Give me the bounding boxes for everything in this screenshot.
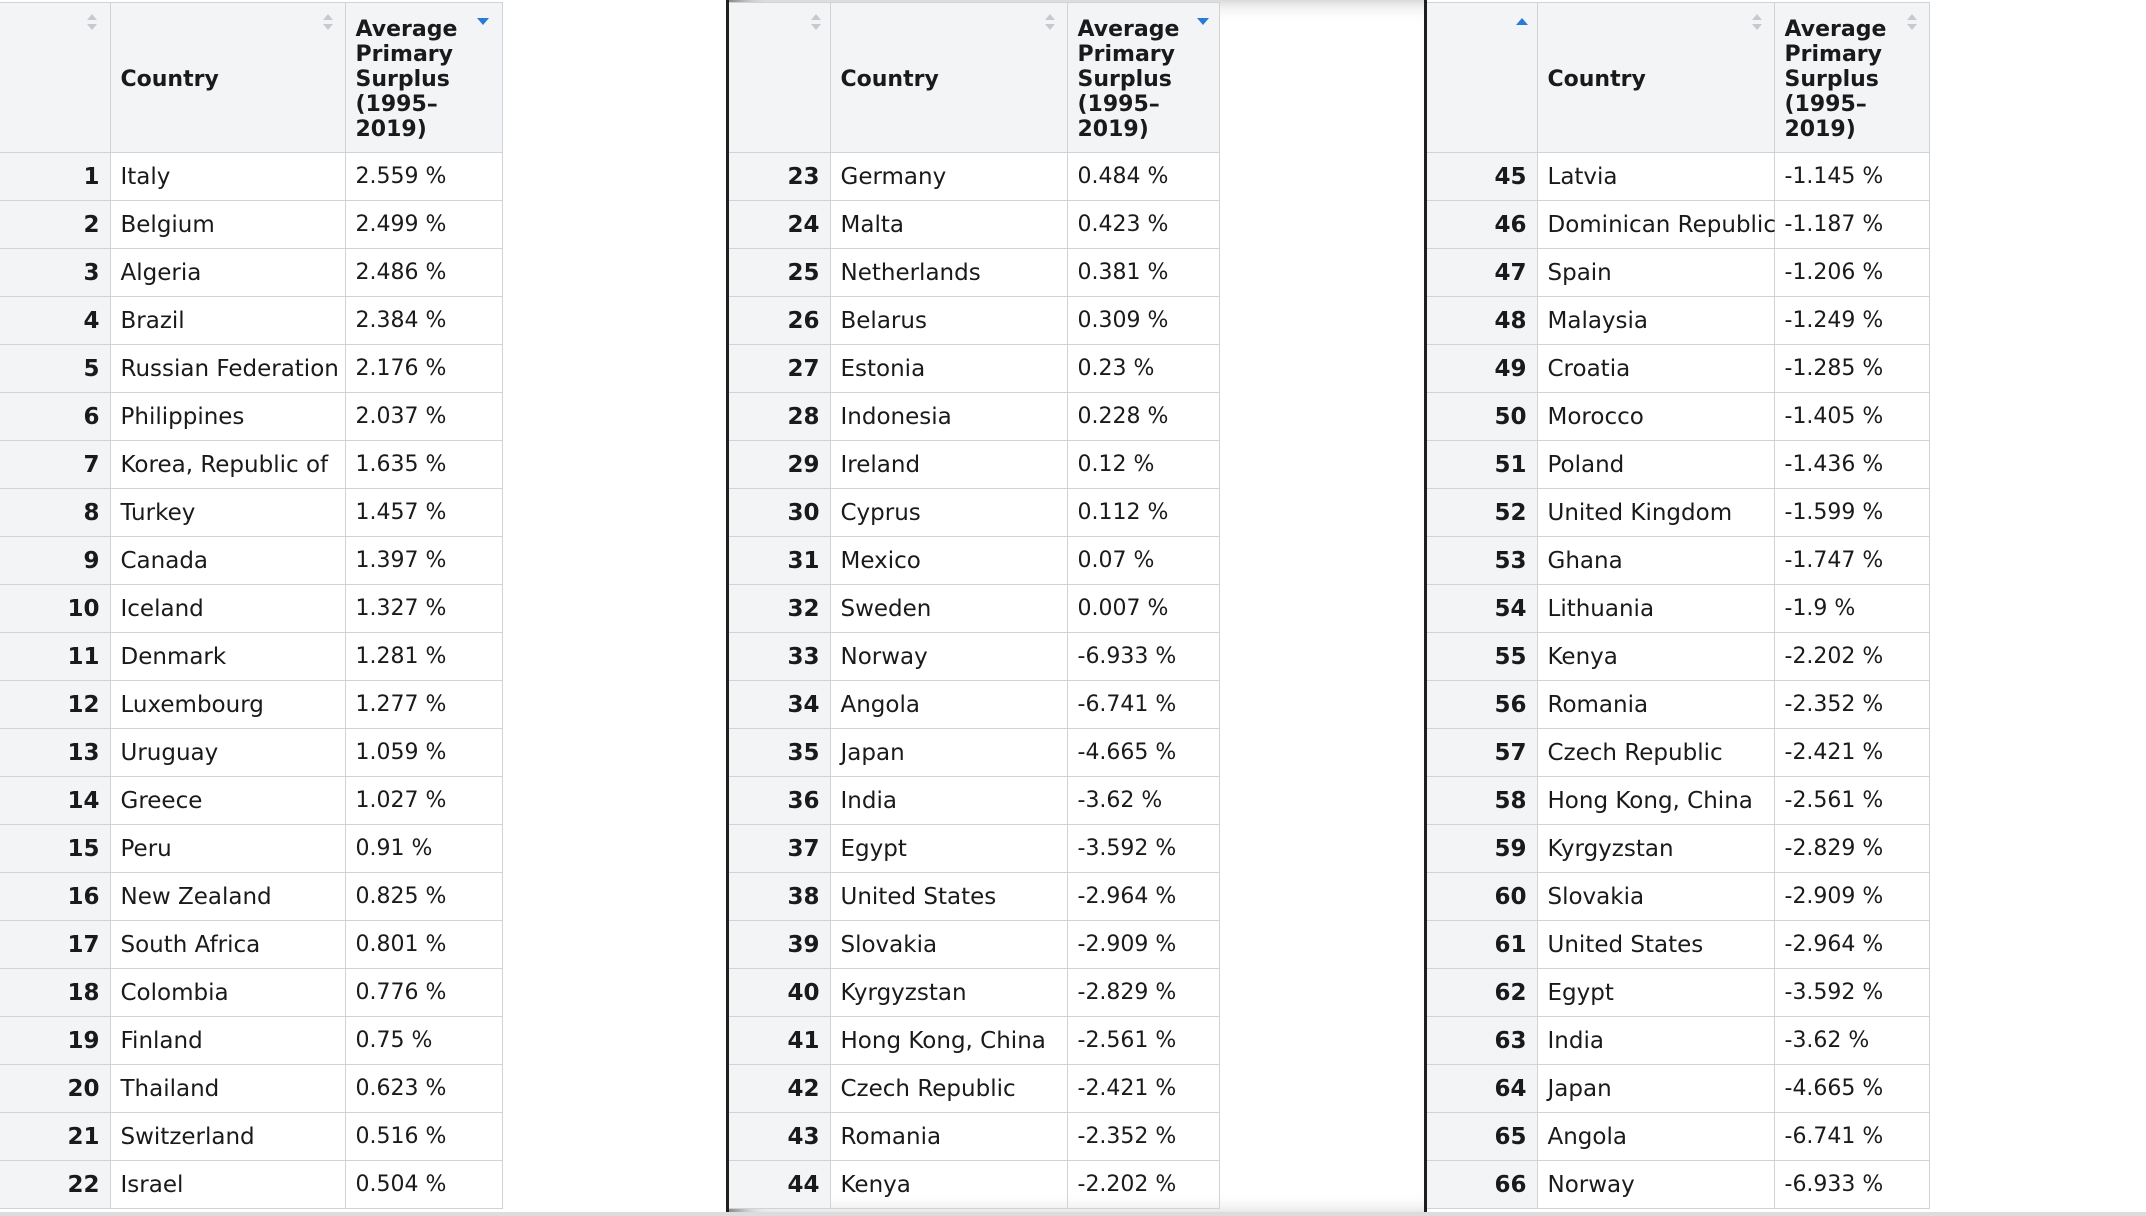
row-number-cell: 30	[729, 489, 830, 537]
row-number-cell: 65	[1427, 1113, 1537, 1161]
country-column-header[interactable]	[830, 3, 1067, 153]
surplus-header-label: Average Primary Surplus (1995–2019)	[1784, 17, 1887, 142]
table-panel-2	[726, 0, 1427, 1216]
country-cell: Uruguay	[110, 729, 345, 777]
table-row[interactable]	[0, 489, 502, 537]
table-row[interactable]	[729, 969, 1219, 1017]
table-row[interactable]	[729, 345, 1219, 393]
row-number-cell: 55	[1427, 633, 1537, 681]
row-number-cell: 16	[0, 873, 110, 921]
table-row[interactable]	[1427, 585, 1929, 633]
table-row[interactable]	[729, 729, 1219, 777]
country-cell: Canada	[110, 537, 345, 585]
table-row[interactable]	[1427, 969, 1929, 1017]
country-cell: Angola	[830, 681, 1067, 729]
country-cell: Lithuania	[1537, 585, 1774, 633]
surplus-header-label: Average Primary Surplus (1995–2019)	[355, 17, 458, 142]
table-row[interactable]	[729, 393, 1219, 441]
country-cell: Angola	[1537, 1113, 1774, 1161]
table-row[interactable]	[0, 537, 502, 585]
surplus-value-cell: -1.436 %	[1774, 441, 1929, 489]
country-cell: Slovakia	[1537, 873, 1774, 921]
country-cell: Russian Federation	[110, 345, 345, 393]
country-cell: Kenya	[830, 1161, 1067, 1209]
surplus-value-cell: -1.9 %	[1774, 585, 1929, 633]
table-row[interactable]	[0, 345, 502, 393]
table-row[interactable]	[1427, 537, 1929, 585]
row-number-cell: 24	[729, 201, 830, 249]
surplus-value-cell: -2.421 %	[1067, 1065, 1219, 1113]
country-header-label: Country	[840, 67, 939, 92]
row-number-cell: 10	[0, 585, 110, 633]
row-number-cell: 1	[0, 153, 110, 201]
table-row[interactable]	[0, 201, 502, 249]
row-number-cell: 17	[0, 921, 110, 969]
data-table	[1427, 2, 1930, 1209]
table-row[interactable]	[0, 249, 502, 297]
table-row[interactable]	[1427, 153, 1929, 201]
surplus-value-cell: 1.457 %	[345, 489, 502, 537]
table-row[interactable]	[1427, 1065, 1929, 1113]
row-number-cell: 33	[729, 633, 830, 681]
table-row[interactable]	[1427, 201, 1929, 249]
country-cell: Korea, Republic of	[110, 441, 345, 489]
table-row[interactable]	[1427, 873, 1929, 921]
table-row[interactable]	[729, 1161, 1219, 1209]
sort-desc-icon[interactable]	[476, 11, 490, 33]
table-panel-1	[0, 0, 726, 1216]
table-row[interactable]	[1427, 441, 1929, 489]
surplus-value-cell: -3.592 %	[1774, 969, 1929, 1017]
country-cell: Poland	[1537, 441, 1774, 489]
surplus-column-header[interactable]	[1067, 3, 1219, 153]
country-cell: Germany	[830, 153, 1067, 201]
row-number-cell: 42	[729, 1065, 830, 1113]
surplus-value-cell: 0.309 %	[1067, 297, 1219, 345]
row-number-cell: 20	[0, 1065, 110, 1113]
row-number-cell: 50	[1427, 393, 1537, 441]
surplus-column-header[interactable]	[345, 3, 502, 153]
row-number-cell: 5	[0, 345, 110, 393]
country-cell: Indonesia	[830, 393, 1067, 441]
country-cell: Morocco	[1537, 393, 1774, 441]
row-number-cell: 51	[1427, 441, 1537, 489]
surplus-value-cell: -2.561 %	[1067, 1017, 1219, 1065]
country-cell: Ireland	[830, 441, 1067, 489]
row-number-cell: 26	[729, 297, 830, 345]
surplus-value-cell: 1.635 %	[345, 441, 502, 489]
table-row[interactable]	[729, 297, 1219, 345]
surplus-value-cell: 2.384 %	[345, 297, 502, 345]
row-number-cell: 21	[0, 1113, 110, 1161]
row-number-cell: 63	[1427, 1017, 1537, 1065]
country-cell: Egypt	[1537, 969, 1774, 1017]
country-cell: Turkey	[110, 489, 345, 537]
country-cell: Hong Kong, China	[1537, 777, 1774, 825]
country-cell: Belgium	[110, 201, 345, 249]
surplus-value-cell: -2.964 %	[1774, 921, 1929, 969]
table-row[interactable]	[729, 489, 1219, 537]
table-row[interactable]	[1427, 633, 1929, 681]
sort-icon[interactable]	[1750, 11, 1764, 33]
country-cell: Kenya	[1537, 633, 1774, 681]
table-row[interactable]	[729, 873, 1219, 921]
table-row[interactable]	[729, 1065, 1219, 1113]
row-number-cell: 27	[729, 345, 830, 393]
country-cell: Belarus	[830, 297, 1067, 345]
row-number-cell: 31	[729, 537, 830, 585]
table-row[interactable]	[0, 633, 502, 681]
table-row[interactable]	[0, 873, 502, 921]
surplus-value-cell: -1.599 %	[1774, 489, 1929, 537]
country-cell: Thailand	[110, 1065, 345, 1113]
surplus-value-cell: -4.665 %	[1774, 1065, 1929, 1113]
table-row[interactable]	[0, 825, 502, 873]
table-row[interactable]	[0, 585, 502, 633]
data-table	[729, 2, 1220, 1209]
country-cell: India	[1537, 1017, 1774, 1065]
row-number-cell: 46	[1427, 201, 1537, 249]
country-cell: Egypt	[830, 825, 1067, 873]
row-number-cell: 43	[729, 1113, 830, 1161]
table-row[interactable]	[1427, 249, 1929, 297]
table-row[interactable]	[0, 1113, 502, 1161]
row-number-cell: 58	[1427, 777, 1537, 825]
country-cell: Hong Kong, China	[830, 1017, 1067, 1065]
country-cell: Romania	[830, 1113, 1067, 1161]
table-panel-3	[1424, 0, 2146, 1216]
surplus-value-cell: 0.516 %	[345, 1113, 502, 1161]
country-cell: Japan	[830, 729, 1067, 777]
country-cell: United States	[1537, 921, 1774, 969]
row-number-cell: 23	[729, 153, 830, 201]
country-cell: South Africa	[110, 921, 345, 969]
table-row[interactable]	[0, 441, 502, 489]
country-cell: Spain	[1537, 249, 1774, 297]
table-row[interactable]	[0, 777, 502, 825]
row-number-cell: 13	[0, 729, 110, 777]
row-number-cell: 29	[729, 441, 830, 489]
surplus-value-cell: 0.007 %	[1067, 585, 1219, 633]
table-row[interactable]	[729, 825, 1219, 873]
table-row[interactable]	[729, 585, 1219, 633]
country-cell: Dominican Republic	[1537, 201, 1774, 249]
index-column-header[interactable]	[0, 3, 110, 153]
surplus-column-header[interactable]	[1774, 3, 1929, 153]
surplus-value-cell: -2.352 %	[1067, 1113, 1219, 1161]
country-cell: Japan	[1537, 1065, 1774, 1113]
row-number-cell: 53	[1427, 537, 1537, 585]
table-row[interactable]	[0, 1161, 502, 1209]
surplus-header-label: Average Primary Surplus (1995–2019)	[1077, 17, 1180, 142]
table-row[interactable]	[1427, 1161, 1929, 1209]
country-cell: Brazil	[110, 297, 345, 345]
surplus-value-cell: -6.741 %	[1774, 1113, 1929, 1161]
table-row[interactable]	[1427, 489, 1929, 537]
country-cell: India	[830, 777, 1067, 825]
table-row[interactable]	[0, 1065, 502, 1113]
row-number-cell: 45	[1427, 153, 1537, 201]
sort-icon[interactable]	[1043, 11, 1057, 33]
row-number-cell: 60	[1427, 873, 1537, 921]
country-cell: Greece	[110, 777, 345, 825]
country-cell: Czech Republic	[1537, 729, 1774, 777]
surplus-value-cell: 2.486 %	[345, 249, 502, 297]
surplus-value-cell: 1.327 %	[345, 585, 502, 633]
sort-asc-icon[interactable]	[1515, 11, 1529, 33]
surplus-value-cell: -1.249 %	[1774, 297, 1929, 345]
country-cell: Mexico	[830, 537, 1067, 585]
surplus-value-cell: 2.499 %	[345, 201, 502, 249]
surplus-value-cell: 0.423 %	[1067, 201, 1219, 249]
country-header-label: Country	[1547, 67, 1646, 92]
surplus-value-cell: -2.202 %	[1067, 1161, 1219, 1209]
index-column-header[interactable]	[729, 3, 830, 153]
table-row[interactable]	[0, 1017, 502, 1065]
row-number-cell: 64	[1427, 1065, 1537, 1113]
table-row[interactable]	[1427, 681, 1929, 729]
row-number-cell: 62	[1427, 969, 1537, 1017]
surplus-value-cell: 2.176 %	[345, 345, 502, 393]
row-number-cell: 15	[0, 825, 110, 873]
row-number-cell: 49	[1427, 345, 1537, 393]
row-number-cell: 8	[0, 489, 110, 537]
country-column-header[interactable]	[110, 3, 345, 153]
country-cell: New Zealand	[110, 873, 345, 921]
country-cell: Czech Republic	[830, 1065, 1067, 1113]
row-number-cell: 19	[0, 1017, 110, 1065]
row-number-cell: 3	[0, 249, 110, 297]
table-row[interactable]	[1427, 345, 1929, 393]
table-row[interactable]	[729, 633, 1219, 681]
table-row[interactable]	[729, 201, 1219, 249]
row-number-cell: 48	[1427, 297, 1537, 345]
table-row[interactable]	[1427, 777, 1929, 825]
surplus-value-cell: 1.397 %	[345, 537, 502, 585]
table-row[interactable]	[729, 537, 1219, 585]
country-cell: Ghana	[1537, 537, 1774, 585]
surplus-value-cell: -2.561 %	[1774, 777, 1929, 825]
surplus-value-cell: -1.206 %	[1774, 249, 1929, 297]
surplus-value-cell: -4.665 %	[1067, 729, 1219, 777]
table-row[interactable]	[0, 153, 502, 201]
country-cell: Norway	[830, 633, 1067, 681]
country-cell: Algeria	[110, 249, 345, 297]
table-row[interactable]	[1427, 1113, 1929, 1161]
table-row[interactable]	[0, 297, 502, 345]
surplus-value-cell: -2.829 %	[1774, 825, 1929, 873]
surplus-value-cell: 1.059 %	[345, 729, 502, 777]
row-number-cell: 36	[729, 777, 830, 825]
country-cell: Peru	[110, 825, 345, 873]
surplus-value-cell: -1.145 %	[1774, 153, 1929, 201]
sort-icon[interactable]	[1905, 11, 1919, 33]
country-cell: Switzerland	[110, 1113, 345, 1161]
table-row[interactable]	[1427, 825, 1929, 873]
table-row[interactable]	[729, 681, 1219, 729]
surplus-value-cell: 2.037 %	[345, 393, 502, 441]
table-row[interactable]	[729, 153, 1219, 201]
surplus-value-cell: 0.381 %	[1067, 249, 1219, 297]
country-cell: Denmark	[110, 633, 345, 681]
country-cell: Romania	[1537, 681, 1774, 729]
surplus-value-cell: -3.62 %	[1774, 1017, 1929, 1065]
sort-desc-icon[interactable]	[1196, 11, 1210, 33]
country-cell: United States	[830, 873, 1067, 921]
surplus-value-cell: 0.801 %	[345, 921, 502, 969]
surplus-value-cell: 1.277 %	[345, 681, 502, 729]
surplus-value-cell: 1.281 %	[345, 633, 502, 681]
row-number-cell: 54	[1427, 585, 1537, 633]
row-number-cell: 56	[1427, 681, 1537, 729]
table-row[interactable]	[729, 921, 1219, 969]
horizontal-scrollbar-track[interactable]	[0, 1212, 2146, 1216]
country-cell: Norway	[1537, 1161, 1774, 1209]
country-cell: Kyrgyzstan	[1537, 825, 1774, 873]
sort-icon[interactable]	[321, 11, 335, 33]
row-number-cell: 2	[0, 201, 110, 249]
surplus-value-cell: -6.933 %	[1774, 1161, 1929, 1209]
table-row[interactable]	[729, 777, 1219, 825]
surplus-value-cell: -6.933 %	[1067, 633, 1219, 681]
surplus-value-cell: 0.776 %	[345, 969, 502, 1017]
sort-icon[interactable]	[809, 11, 823, 33]
table-row[interactable]	[729, 249, 1219, 297]
row-number-cell: 44	[729, 1161, 830, 1209]
country-column-header[interactable]	[1537, 3, 1774, 153]
row-number-cell: 38	[729, 873, 830, 921]
country-cell: Cyprus	[830, 489, 1067, 537]
country-cell: Italy	[110, 153, 345, 201]
surplus-value-cell: 0.112 %	[1067, 489, 1219, 537]
surplus-value-cell: -2.909 %	[1067, 921, 1219, 969]
row-number-cell: 4	[0, 297, 110, 345]
row-number-cell: 66	[1427, 1161, 1537, 1209]
surplus-value-cell: -1.187 %	[1774, 201, 1929, 249]
country-cell: Philippines	[110, 393, 345, 441]
row-number-cell: 9	[0, 537, 110, 585]
surplus-value-cell: 2.559 %	[345, 153, 502, 201]
surplus-value-cell: 0.504 %	[345, 1161, 502, 1209]
surplus-value-cell: 0.91 %	[345, 825, 502, 873]
country-cell: Iceland	[110, 585, 345, 633]
header-row	[1427, 3, 1929, 153]
country-cell: Luxembourg	[110, 681, 345, 729]
table-row[interactable]	[0, 921, 502, 969]
surplus-value-cell: -3.592 %	[1067, 825, 1219, 873]
table-row[interactable]	[0, 969, 502, 1017]
surplus-value-cell: 0.23 %	[1067, 345, 1219, 393]
country-cell: Croatia	[1537, 345, 1774, 393]
country-cell: Latvia	[1537, 153, 1774, 201]
country-cell: Malta	[830, 201, 1067, 249]
surplus-value-cell: -1.285 %	[1774, 345, 1929, 393]
surplus-value-cell: -3.62 %	[1067, 777, 1219, 825]
row-number-cell: 52	[1427, 489, 1537, 537]
table-row[interactable]	[0, 729, 502, 777]
surplus-value-cell: -2.829 %	[1067, 969, 1219, 1017]
row-number-cell: 32	[729, 585, 830, 633]
country-cell: Slovakia	[830, 921, 1067, 969]
country-cell: Finland	[110, 1017, 345, 1065]
row-number-cell: 28	[729, 393, 830, 441]
row-number-cell: 6	[0, 393, 110, 441]
surplus-value-cell: -2.909 %	[1774, 873, 1929, 921]
header-row	[729, 3, 1219, 153]
table-row[interactable]	[729, 441, 1219, 489]
surplus-value-cell: -6.741 %	[1067, 681, 1219, 729]
surplus-value-cell: -1.747 %	[1774, 537, 1929, 585]
row-number-cell: 12	[0, 681, 110, 729]
surplus-value-cell: -2.964 %	[1067, 873, 1219, 921]
row-number-cell: 34	[729, 681, 830, 729]
table-row[interactable]	[729, 1017, 1219, 1065]
table-row[interactable]	[1427, 921, 1929, 969]
surplus-value-cell: 0.75 %	[345, 1017, 502, 1065]
row-number-cell: 47	[1427, 249, 1537, 297]
sort-icon[interactable]	[85, 11, 99, 33]
surplus-value-cell: 1.027 %	[345, 777, 502, 825]
surplus-value-cell: 0.623 %	[345, 1065, 502, 1113]
country-cell: United Kingdom	[1537, 489, 1774, 537]
row-number-cell: 14	[0, 777, 110, 825]
surplus-value-cell: 0.12 %	[1067, 441, 1219, 489]
row-number-cell: 40	[729, 969, 830, 1017]
row-number-cell: 25	[729, 249, 830, 297]
row-number-cell: 57	[1427, 729, 1537, 777]
data-table	[0, 2, 503, 1209]
row-number-cell: 7	[0, 441, 110, 489]
country-cell: Israel	[110, 1161, 345, 1209]
row-number-cell: 39	[729, 921, 830, 969]
row-number-cell: 35	[729, 729, 830, 777]
table-row[interactable]	[729, 1113, 1219, 1161]
index-column-header[interactable]	[1427, 3, 1537, 153]
country-cell: Sweden	[830, 585, 1067, 633]
surplus-value-cell: 0.484 %	[1067, 153, 1219, 201]
table-row[interactable]	[1427, 297, 1929, 345]
country-cell: Malaysia	[1537, 297, 1774, 345]
row-number-cell: 11	[0, 633, 110, 681]
surplus-value-cell: 0.228 %	[1067, 393, 1219, 441]
row-number-cell: 22	[0, 1161, 110, 1209]
row-number-cell: 61	[1427, 921, 1537, 969]
country-cell: Colombia	[110, 969, 345, 1017]
table-row[interactable]	[0, 393, 502, 441]
table-row[interactable]	[1427, 729, 1929, 777]
country-cell: Netherlands	[830, 249, 1067, 297]
country-cell: Kyrgyzstan	[830, 969, 1067, 1017]
surplus-value-cell: -2.421 %	[1774, 729, 1929, 777]
country-header-label: Country	[120, 67, 219, 92]
table-row[interactable]	[1427, 393, 1929, 441]
row-number-cell: 59	[1427, 825, 1537, 873]
row-number-cell: 18	[0, 969, 110, 1017]
header-row	[0, 3, 502, 153]
surplus-value-cell: -1.405 %	[1774, 393, 1929, 441]
row-number-cell: 41	[729, 1017, 830, 1065]
surplus-value-cell: -2.352 %	[1774, 681, 1929, 729]
table-row[interactable]	[1427, 1017, 1929, 1065]
surplus-value-cell: -2.202 %	[1774, 633, 1929, 681]
table-row[interactable]	[0, 681, 502, 729]
country-cell: Estonia	[830, 345, 1067, 393]
surplus-value-cell: 0.07 %	[1067, 537, 1219, 585]
row-number-cell: 37	[729, 825, 830, 873]
surplus-value-cell: 0.825 %	[345, 873, 502, 921]
